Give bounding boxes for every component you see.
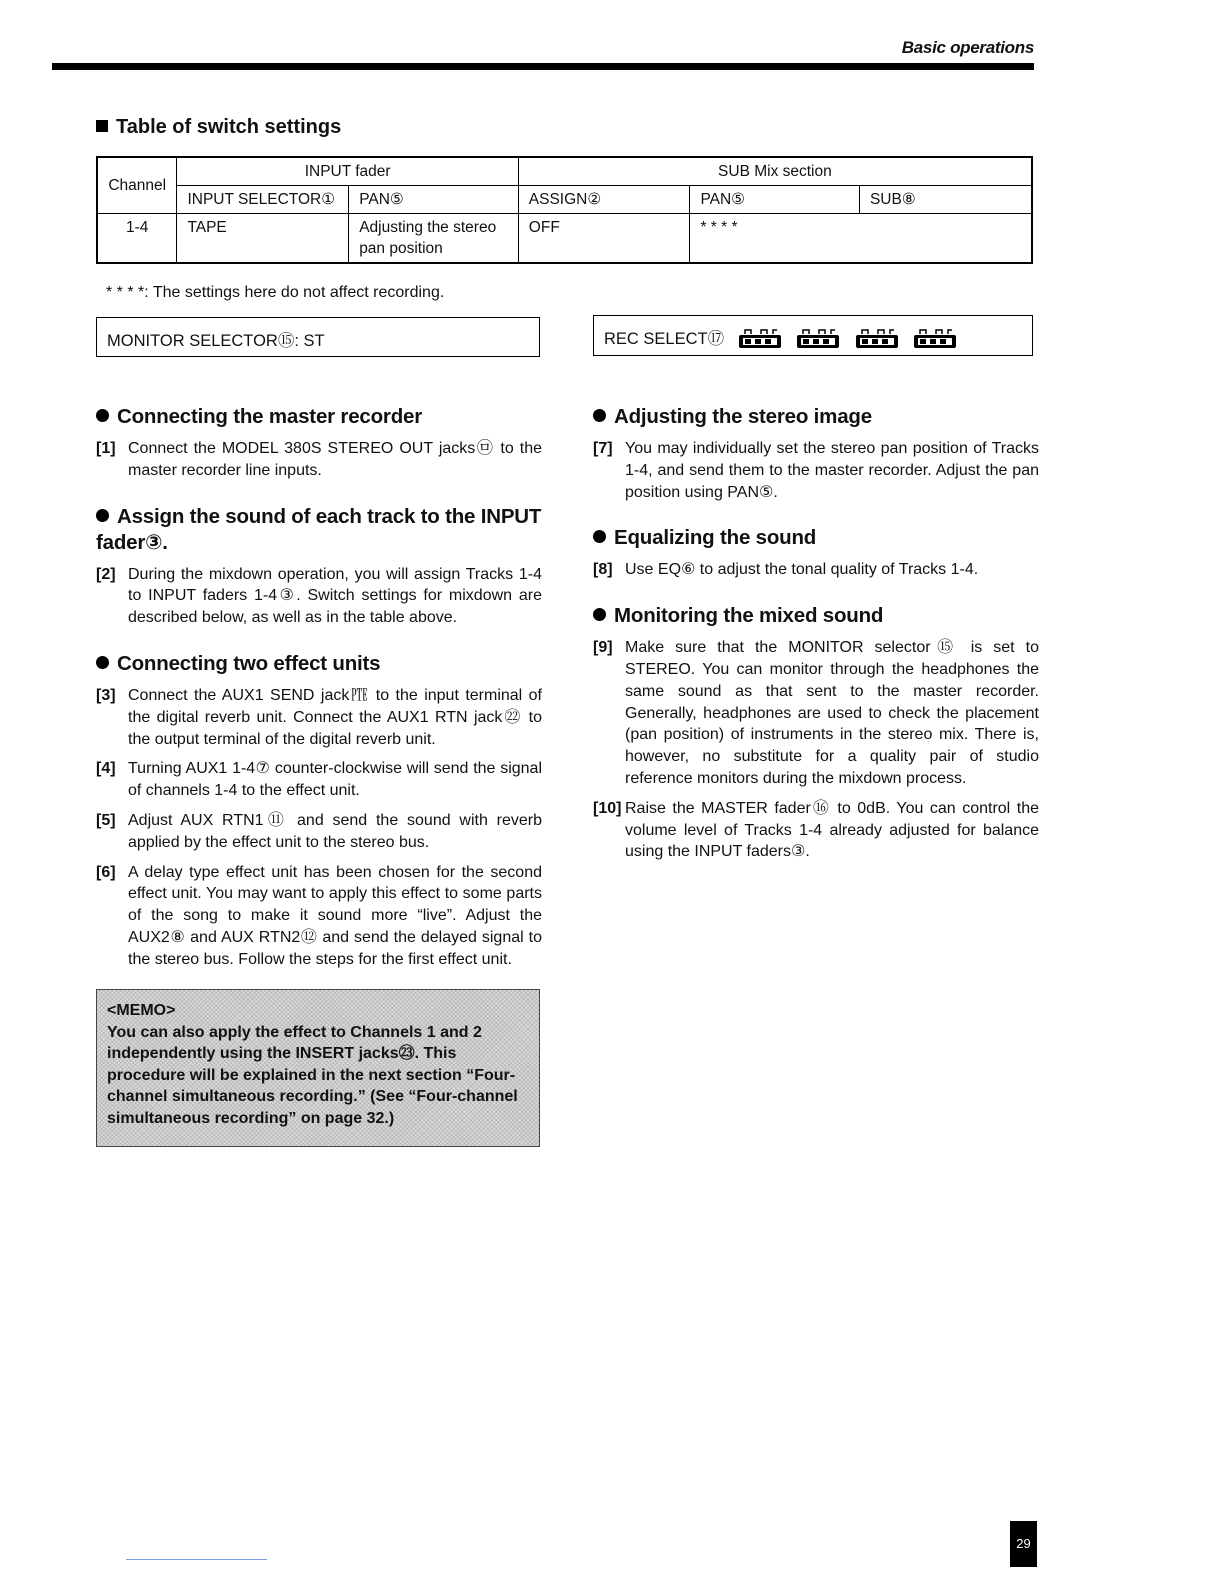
switch-settings-table — [96, 156, 1033, 264]
section-connecting-master — [96, 404, 542, 482]
memo-text: You can also apply the effect to Channels 1 and 2 independently using the INSERT jacks㉓. This procedure will be explained in the next section “Four-channel simultaneous recording.” (See “Four-channel simultaneous recording” on page 32.) — [107, 1023, 518, 1127]
section-heading: Connecting the master recorder — [96, 404, 542, 430]
square-bullet-icon — [96, 120, 108, 132]
right-column — [593, 404, 1039, 885]
section-heading: Adjusting the stereo image — [593, 404, 1039, 430]
memo-title: <MEMO> — [107, 1002, 176, 1019]
section-heading: Assign the sound of each track to the INPUT fader③. — [96, 504, 542, 554]
bottom-rule — [126, 1559, 267, 1560]
table-row — [97, 214, 1032, 264]
section-monitoring — [593, 603, 1039, 863]
step-item: [6] A delay type effect unit has been chosen for the second effect unit. You may want to apply this effect to some parts of the song to make it sound more “live”. Adjust the AUX2⑧ and AUX RTN2⑫ and send the delayed signal to the stereo bus. Follow the steps for the first effect unit. — [96, 863, 542, 968]
section-equalizing — [593, 525, 1039, 581]
step-item: [8] Use EQ⑥ to adjust the tonal quality of Tracks 1-4. — [593, 561, 979, 579]
table-title-text: Table of switch settings — [116, 116, 342, 138]
section-heading: Equalizing the sound — [593, 525, 1039, 551]
header-channel: Channel — [97, 157, 177, 214]
left-column — [96, 404, 542, 993]
cell-input-selector: TAPE — [177, 214, 349, 264]
bullet-dot-icon — [593, 608, 606, 621]
bullet-dot-icon — [96, 509, 109, 522]
cell-pan: Adjusting the stereo pan position — [349, 214, 519, 264]
memo-box — [96, 989, 540, 1147]
page-number: 29 — [1010, 1521, 1037, 1567]
header-rule — [52, 63, 1034, 70]
rec-select-box — [593, 315, 1033, 356]
header-input-selector: INPUT SELECTOR① — [177, 186, 349, 214]
bullet-dot-icon — [593, 530, 606, 543]
step-item: [1] Connect the MODEL 380S STEREO OUT jacks㉤ to the master recorder line inputs. — [96, 440, 542, 479]
rec-switch-icon — [854, 328, 900, 350]
table-title — [96, 116, 341, 139]
rec-switch-icon — [737, 328, 783, 350]
header-sub-pan: PAN⑤ — [690, 186, 860, 214]
step-item: [5] Adjust AUX RTN1⑪ and send the sound with reverb applied by the effect unit to the stereo bus. — [96, 811, 542, 851]
section-connecting-effects — [96, 651, 542, 971]
header-pan: PAN⑤ — [349, 186, 519, 214]
table-column-header-row — [97, 186, 1032, 214]
cell-sub-pan: * * * * — [690, 214, 1032, 264]
step-item: [9] Make sure that the MONITOR selector⑮ is set to STEREO. You can monitor through the headphones the same sound as that sent to the master recorder. Generally, headphones are used to check the placement (pan position) of instruments in the stereo mix. There is, however, no substitute for a quality pair of studio reference monitors during the mixdown process. — [593, 639, 1039, 787]
running-header: Basic operations — [901, 38, 1034, 57]
header-input-fader: INPUT fader — [177, 157, 518, 186]
step-item: [7] You may individually set the stereo pan position of Tracks 1-4, and send them to the master recorder. Adjust the pan position using PAN⑤. — [593, 440, 1039, 501]
cell-channel: 1-4 — [97, 214, 177, 264]
section-stereo-image — [593, 404, 1039, 503]
header-sub: SUB⑧ — [859, 186, 1032, 214]
table-footnote: * * * *: The settings here do not affect recording. — [106, 284, 445, 301]
step-item: [4] Turning AUX1 1-4⑦ counter-clockwise will send the signal of channels 1-4 to the effect unit. — [96, 760, 542, 800]
monitor-selector-box: MONITOR SELECTOR⑮: ST — [96, 317, 540, 357]
table-group-header-row — [97, 157, 1032, 186]
bullet-dot-icon — [593, 409, 606, 422]
section-assign-sound — [96, 504, 542, 629]
section-heading: Monitoring the mixed sound — [593, 603, 1039, 629]
header-assign: ASSIGN② — [518, 186, 690, 214]
bullet-dot-icon — [96, 656, 109, 669]
step-item: [3] Connect the AUX1 SEND jack㉐ to the input terminal of the digital reverb unit. Connect the AUX1 RTN jack㉒ to the output terminal of the digital reverb unit. — [96, 686, 542, 748]
rec-switch-icon — [795, 328, 841, 350]
rec-select-label: REC SELECT⑰ — [604, 330, 725, 348]
section-heading: Connecting two effect units — [96, 651, 542, 677]
bullet-dot-icon — [96, 409, 109, 422]
step-item: [10] Raise the MASTER fader⑯ to 0dB. You can control the volume level of Tracks 1-4 already adjusted for balance using the INPUT faders③. — [593, 799, 1039, 861]
header-sub-mix: SUB Mix section — [518, 157, 1032, 186]
cell-assign: OFF — [518, 214, 690, 264]
step-item: [2] During the mixdown operation, you will assign Tracks 1-4 to INPUT faders 1-4③. Switch settings for mixdown are described below, as well as in the table above. — [96, 565, 542, 627]
rec-switch-icon — [912, 328, 958, 350]
